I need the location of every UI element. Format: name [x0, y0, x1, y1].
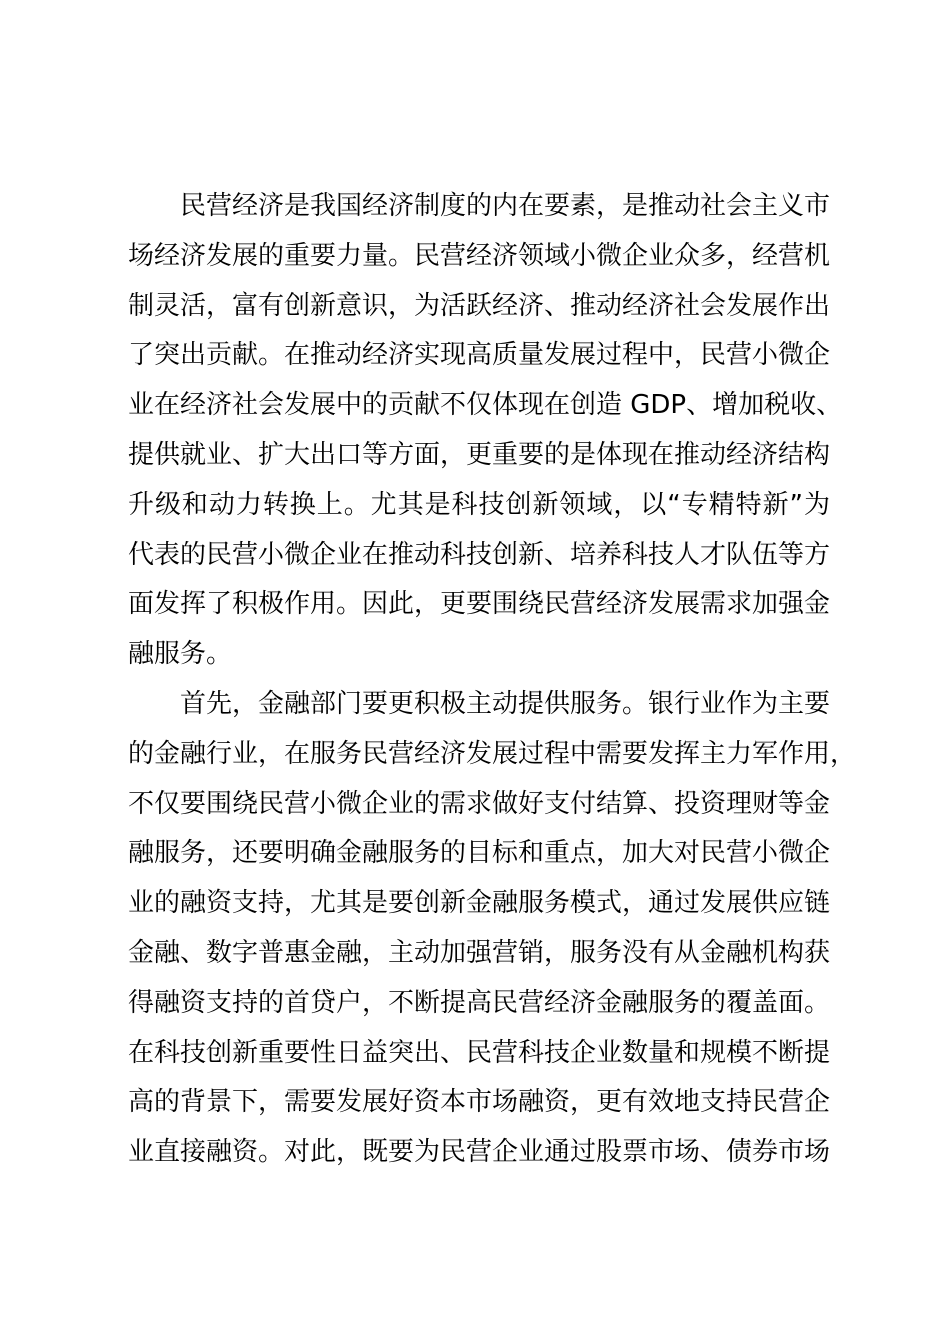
body-text: [128, 182, 857, 1178]
paragraph-1: [128, 182, 843, 680]
paragraph-2: [128, 680, 857, 1178]
text-line: 民营经济是我国经济制度的内在要素，是推动社会主义市: [180, 191, 831, 221]
text-line: 高的背景下，需要发展好资本市场融资，更有效地支持民营企: [128, 1087, 831, 1118]
text-line: 融服务，还要明确金融服务的目标和重点，加大对民营小微企: [128, 838, 831, 869]
text-line: 提供就业、扩大出口等方面，更重要的是体现在推动经济结构: [128, 439, 831, 470]
text-line: 代表的民营小微企业在推动科技创新、培养科技人才队伍等方: [128, 539, 831, 570]
text-line: 场经济发展的重要力量。民营经济领域小微企业众多，经营机: [128, 240, 831, 271]
text-line: 了突出贡献。在推动经济实现高质量发展过程中，民营小微企: [128, 340, 831, 371]
text-line: 业在经济社会发展中的贡献不仅体现在创造 GDP、增加税收、: [128, 390, 843, 421]
text-line: 业直接融资。对此，既要为民营企业通过股票市场、债券市场: [128, 1137, 831, 1168]
text-line: 不仅要围绕民营小微企业的需求做好支付结算、投资理财等金: [128, 788, 831, 819]
text-line: 的金融行业，在服务民营经济发展过程中需要发挥主力军作用，: [128, 738, 857, 769]
text-line: 金融、数字普惠金融，主动加强营销，服务没有从金融机构获: [128, 937, 831, 968]
text-line: 得融资支持的首贷户，不断提高民营经济金融服务的覆盖面。: [128, 987, 831, 1018]
text-line: 面发挥了积极作用。因此，更要围绕民营经济发展需求加强金: [128, 589, 831, 620]
text-line: 在科技创新重要性日益突出、民营科技企业数量和规模不断提: [128, 1037, 831, 1068]
text-line: 融服务。: [128, 639, 233, 670]
text-line: 首先，金融部门要更积极主动提供服务。银行业作为主要: [180, 688, 831, 719]
text-line: 升级和动力转换上。尤其是科技创新领域，以“专精特新”为: [128, 489, 830, 520]
text-line: 制灵活，富有创新意识，为活跃经济、推动经济社会发展作出: [128, 290, 831, 321]
text-line: 业的融资支持，尤其是要创新金融服务模式，通过发展供应链: [128, 888, 831, 919]
